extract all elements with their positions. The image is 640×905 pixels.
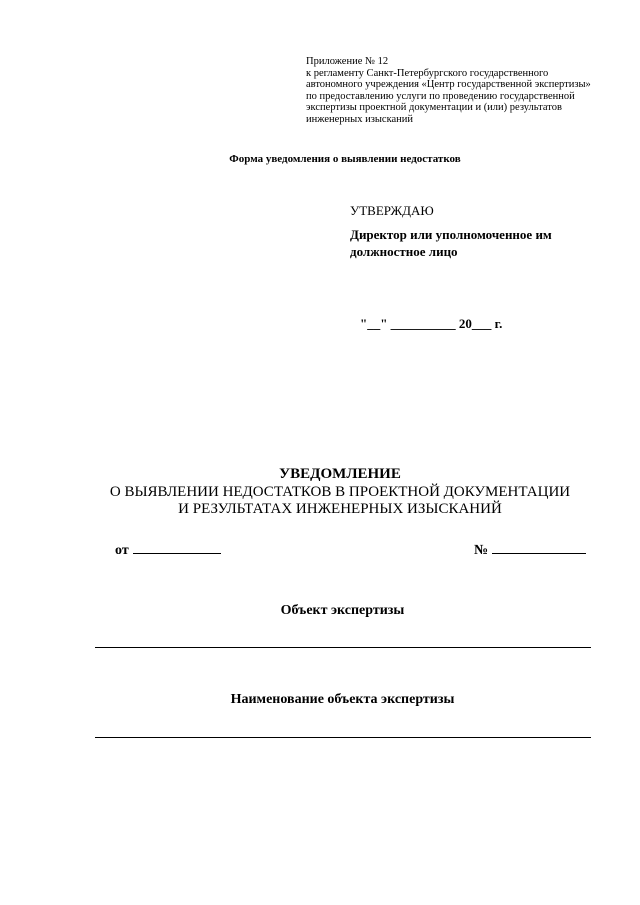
notice-title: УВЕДОМЛЕНИЕ	[279, 466, 401, 482]
from-date-blank	[133, 540, 221, 554]
appendix-line: по предоставлению услуги по проведению государственной	[306, 90, 575, 102]
director-line-1: Директор или уполномоченное им	[350, 227, 552, 242]
expertise-object-label: Объект экспертизы	[280, 603, 405, 618]
director-line-2: должностное лицо	[350, 244, 458, 259]
appendix-line: автономного учреждения «Центр государственной экспертизы»	[306, 79, 591, 91]
approve-heading: УТВЕРЖДАЮ	[350, 203, 434, 218]
from-label: от	[115, 543, 129, 558]
expertise-object-line	[95, 647, 591, 648]
notice-subtitle-line-2: И РЕЗУЛЬТАТАХ ИНЖЕНЕРНЫХ ИЗЫСКАНИЙ	[178, 501, 502, 517]
expertise-object-name-line	[95, 737, 591, 738]
approval-date-line: "__" __________ 20___ г.	[360, 316, 503, 331]
appendix-line: инженерных изысканий	[306, 113, 414, 125]
form-title-text: Форма уведомления о выявлении недостатков	[229, 153, 461, 165]
appendix-block	[306, 56, 606, 126]
appendix-line: к регламенту Санкт-Петербургского государственного	[306, 67, 549, 79]
number-field	[474, 540, 586, 559]
number-label: №	[474, 543, 489, 558]
form-title	[0, 153, 640, 165]
number-blank	[492, 540, 586, 554]
notice-subtitle-line-1: О ВЫЯВЛЕНИИ НЕДОСТАТКОВ В ПРОЕКТНОЙ ДОКУМЕНТАЦИИ	[109, 484, 571, 500]
director-signatory	[350, 226, 552, 260]
appendix-line: экспертизы проектной документации и (или) результатов	[306, 102, 562, 114]
from-date-field	[115, 540, 221, 559]
expertise-object-name-label: Наименование объекта экспертизы	[230, 692, 455, 707]
appendix-line: Приложение № 12	[306, 56, 389, 67]
